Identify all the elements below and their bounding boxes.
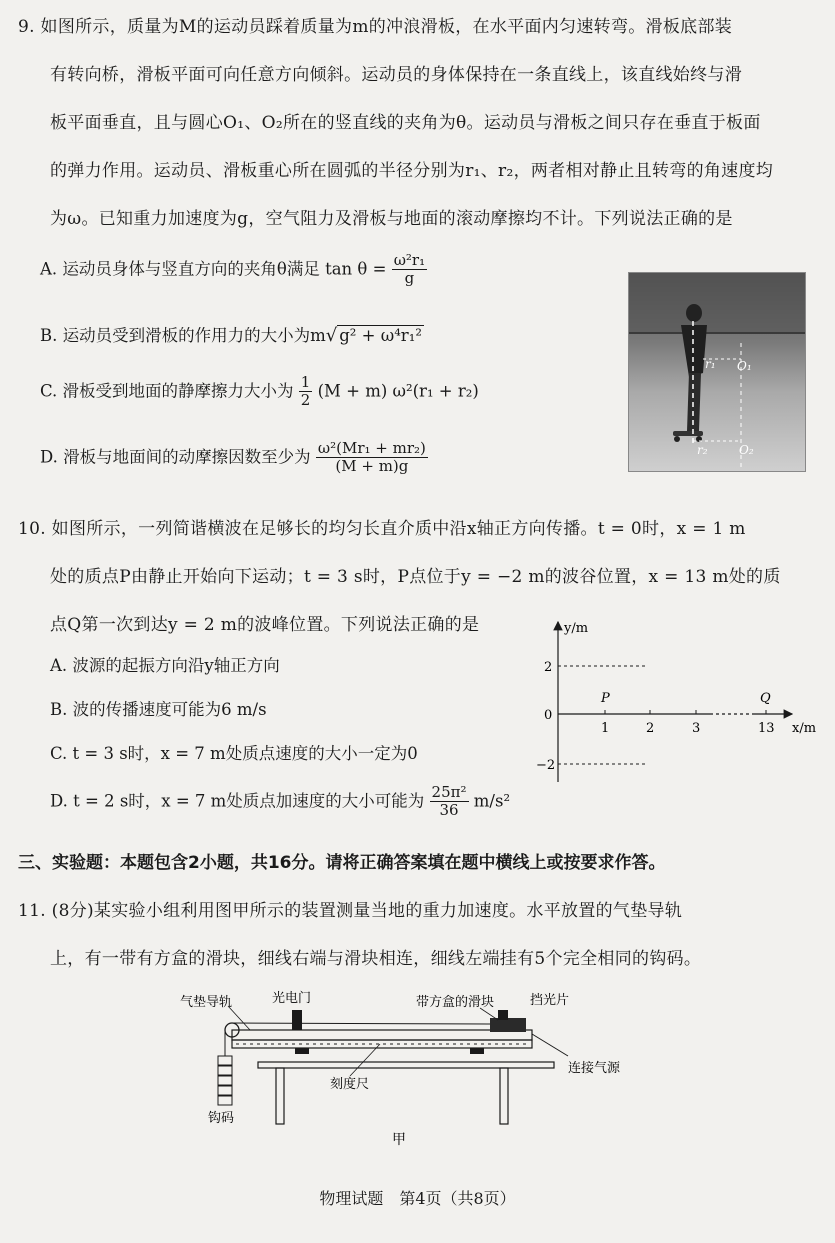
air-track-rail	[232, 1030, 532, 1040]
label-ruler: 刻度尺	[330, 1077, 370, 1092]
q9-option-d	[40, 440, 428, 476]
q10-option-d-text: D. t = 2 s时，x = 7 m处质点加速度的大小可能为	[50, 791, 425, 811]
weight-stack	[218, 1056, 232, 1105]
q9-option-a-num: ω²r₁	[393, 251, 426, 269]
diagram-caption: 甲	[392, 1132, 406, 1148]
q9-option-b-text: B. 运动员受到滑板的作用力的大小为m	[40, 326, 326, 345]
wave-y-tick-0: 0	[544, 708, 553, 723]
air-hose	[532, 1034, 568, 1056]
wave-graph	[530, 614, 820, 784]
q9-line-1: 9. 如图所示，质量为M的运动员踩着质量为m的冲浪滑板，在水平面内匀速转弯。滑板底部装	[18, 17, 733, 37]
label-photogate: 光电门	[272, 991, 312, 1006]
q10-option-d-fraction	[430, 784, 469, 820]
wave-point-q: Q	[760, 691, 771, 706]
photo-label-r2: r₂	[697, 443, 708, 457]
q10-line-3: 点Q第一次到达y = 2 m的波峰位置。下列说法正确的是	[50, 615, 480, 635]
air-track-base	[232, 1040, 532, 1048]
q10-option-d-unit: m/s²	[473, 791, 511, 811]
q10-option-b: B. 波的传播速度可能为6 m/s	[50, 700, 267, 719]
q10-option-d-den: 36	[439, 801, 459, 820]
q9-option-d-den: (M + m)g	[335, 457, 409, 476]
q9-line-5: 为ω。已知重力加速度为g，空气阻力及滑板与地面的滚动摩擦均不计。下列说法正确的是	[50, 209, 733, 229]
q10-option-d-num: 25π²	[431, 783, 467, 801]
table-leg-left	[276, 1068, 284, 1124]
wave-y-tick-neg2: −2	[536, 758, 556, 773]
q11-line-1: 11. (8分)某实验小组利用图甲所示的装置测量当地的重力加速度。水平放置的气垫导轨	[18, 901, 683, 921]
q9-option-d-fraction	[316, 440, 428, 476]
label-air-track: 气垫导轨	[180, 995, 233, 1010]
q9-option-a-den: g	[404, 269, 415, 288]
air-track-diagram	[180, 986, 650, 1156]
wave-x-tick-3: 3	[692, 721, 701, 736]
q10-line-1: 10. 如图所示，一列简谐横波在足够长的均匀长直介质中沿x轴正方向传播。t = 0时，x = 1 m	[18, 519, 746, 539]
q10-option-d	[50, 784, 510, 820]
label-weights: 钩码	[208, 1111, 235, 1126]
q9-line-3: 板平面垂直，且与圆心O₁、O₂所在的竖直线的夹角为θ。运动员与滑板之间只存在垂直于板面	[50, 113, 761, 133]
q9-option-a-text: A. 运动员身体与竖直方向的夹角θ满足 tan θ =	[40, 259, 387, 279]
leader-ruler	[350, 1044, 380, 1076]
thread	[232, 1023, 490, 1024]
wave-x-tick-2: 2	[646, 721, 655, 736]
q9-option-b-radicand: g² + ω⁴r₁²	[339, 326, 422, 345]
label-air-source: 连接气源	[568, 1061, 621, 1076]
q9-option-c-fraction	[299, 374, 313, 410]
table-top	[258, 1062, 554, 1068]
q9-line-4: 的弹力作用。运动员、滑板重心所在圆弧的半径分别为r₁、r₂，两者相对静止且转弯的角速度均	[50, 161, 774, 181]
q10-option-c: C. t = 3 s时，x = 7 m处质点速度的大小一定为0	[50, 744, 418, 763]
q9-option-c-text: C. 滑板受到地面的静摩擦力大小为	[40, 381, 294, 401]
q9-option-c-tail: (M + m) ω²(r₁ + r₂)	[317, 381, 479, 401]
page-footer: 物理试题 第4页（共8页）	[319, 1189, 516, 1208]
q10-line-2: 处的质点P由静止开始向下运动；t = 3 s时，P点位于y = −2 m的波谷位置，x = 13 m处的质	[50, 567, 781, 587]
photogate-block	[292, 1010, 302, 1030]
skateboarder-figure	[629, 273, 805, 471]
q9-option-d-text: D. 滑板与地面间的动摩擦因数至少为	[40, 447, 311, 467]
photo-label-o2: O₂	[739, 443, 754, 457]
label-slider: 带方盒的滑块	[416, 995, 495, 1010]
photo-label-o1: O₁	[737, 359, 752, 373]
q9-option-c	[40, 374, 479, 410]
wave-x-label: x/m	[792, 721, 817, 736]
table-leg-right	[500, 1068, 508, 1124]
wave-x-tick-1: 1	[601, 721, 610, 736]
track-support-right	[470, 1048, 484, 1054]
wave-x-tick-13: 13	[758, 721, 775, 736]
q9-option-b: B. 运动员受到滑板的作用力的大小为m√ g² + ω⁴r₁²	[40, 325, 422, 346]
wave-y-tick-2: 2	[544, 660, 553, 675]
q9-option-c-num: 1	[300, 373, 311, 391]
track-support-left	[295, 1048, 309, 1054]
q9-option-c-den: 2	[300, 391, 311, 410]
section-3-heading: 三、实验题：本题包含2小题，共16分。请将正确答案填在题中横线上或按要求作答。	[18, 853, 666, 873]
skateboarder-photo	[628, 272, 806, 472]
q9-option-a	[40, 252, 427, 288]
shutter-plate	[498, 1010, 508, 1020]
slider-block	[490, 1018, 526, 1032]
wave-point-p: P	[601, 691, 610, 706]
label-shutter: 挡光片	[530, 993, 570, 1008]
q9-line-2: 有转向桥，滑板平面可向任意方向倾斜。运动员的身体保持在一条直线上，该直线始终与滑	[50, 65, 742, 85]
q10-option-a: A. 波源的起振方向沿y轴正方向	[50, 656, 280, 675]
q9-option-d-num: ω²(Mr₁ + mr₂)	[317, 439, 426, 457]
wave-y-label: y/m	[564, 621, 589, 636]
q11-line-2: 上，有一带有方盒的滑块，细线右端与滑块相连，细线左端挂有5个完全相同的钩码。	[50, 949, 702, 969]
q9-option-a-fraction	[392, 252, 427, 288]
photo-label-r1: r₁	[705, 357, 716, 371]
